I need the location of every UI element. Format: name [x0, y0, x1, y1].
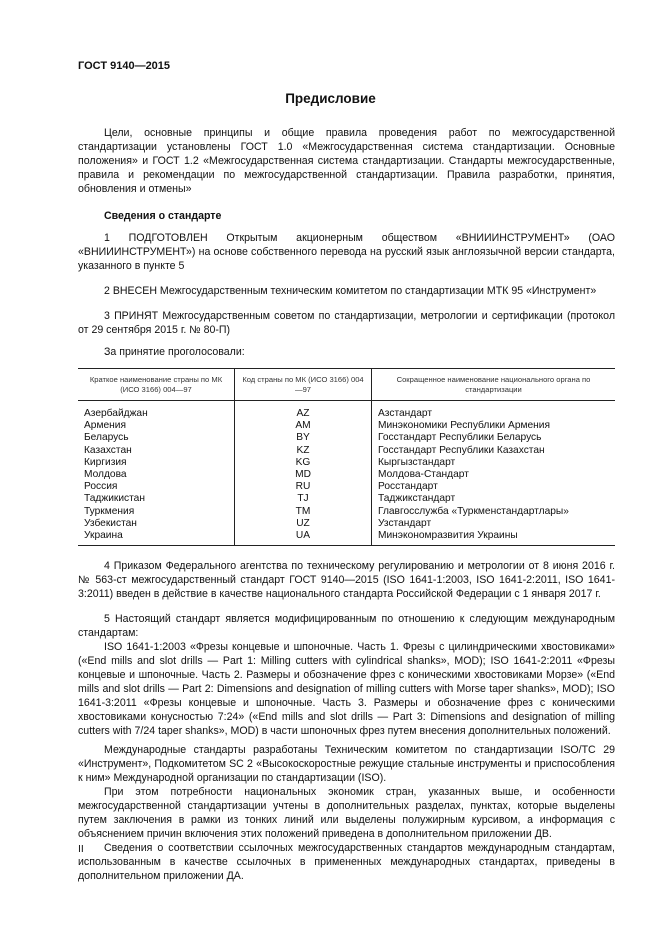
document-code: ГОСТ 9140—2015: [78, 60, 171, 72]
cell-code: BY: [235, 432, 372, 444]
cell-body: Главгосслужба «Туркменстандартлары»: [372, 506, 616, 518]
cell-body: Минэкономики Республики Армения: [372, 420, 616, 432]
table-row: [78, 432, 615, 444]
cell-country: Киргизия: [84, 456, 127, 468]
cell-country: Украина: [78, 530, 235, 546]
cell-code: UZ: [235, 518, 372, 530]
table-row: [78, 445, 615, 457]
cell-body: Молдова-Стандарт: [372, 469, 616, 481]
cell-code: TJ: [235, 493, 372, 505]
cell-code: MD: [235, 469, 372, 481]
page-title: Предисловие: [285, 91, 376, 106]
cell-country: Таджикистан: [84, 493, 145, 505]
cell-code: UA: [235, 530, 372, 546]
cell-code: RU: [235, 481, 372, 493]
cell-body: Азстандарт: [372, 401, 616, 421]
cell-code: AM: [235, 420, 372, 432]
cell-body: Росстандарт: [372, 481, 616, 493]
iso-list: ISO 1641-1:2003 «Фрезы концевые и шпоночные. Часть 1. Фрезы с цилиндрическими хвостовиками» («End mills and slot drills — Part 1: Milling cutters with cylindrical shanks», MOD); ISO 1641-2:2011 «Фрезы концевые и шпоночные. Часть 2. Размеры и обозначение фрез с коническими хвостовиками Морзе» («End mills and slot drills — Part 2: Dimensions and designation of milling cutters with Morse taper shanks», MOD); ISO 1641-3:2011 «Фрезы концевые и шпоночные. Часть 3. Размеры и обозначение фрез с коническими хвостовиками конусностью 7:24» («End mills and slot drills — Part 3: Dimensions and designation of milling cutters with 7/24 taper shanks», MOD) в части шпоночных фрез путем внесения дополнительных положений.: [78, 641, 615, 738]
table-row: [78, 530, 615, 546]
section-heading: Сведения о стандарте: [104, 210, 222, 222]
cell-country: Азербайджан: [84, 408, 148, 419]
item-5-paragraph: Международные стандарты разработаны Техническим комитетом по стандартизации ISO/TC 29 «Инструмент», Подкомитетом SC 2 «Высокоскоростные режущие стальные инструменты и приспособления к ним» Международной организации по стандартизации (ISO).: [78, 744, 615, 785]
cell-body: Госстандарт Республики Казахстан: [372, 445, 616, 457]
cell-code: KG: [235, 457, 372, 469]
cell-body: Госстандарт Республики Беларусь: [372, 432, 616, 444]
cell-body: Кыргызстандарт: [372, 457, 616, 469]
cell-country: Россия: [84, 481, 118, 493]
page-number: II: [78, 843, 84, 855]
item-5-paragraph: Сведения о соответствии ссылочных межгосударственных стандартов международным стандартам, использованным в качестве ссылочных в примененных международных стандартах, приведены в дополнительном приложении ДА.: [78, 842, 615, 883]
cell-body: Минэкономразвития Украины: [372, 530, 616, 546]
item-5-paragraph: При этом потребности национальных экономик стран, указанных выше, и особенности межгосударственной стандартизации учтены в дополнительных разделах, пунктах, которые выделены путем заключения в рамки из тонких линий или выделены полужирным курсивом, а информация с объяснением причин включения этих положений приведена в дополнительном приложении ДВ.: [78, 786, 615, 841]
table-row: [78, 481, 615, 493]
item-2: 2 ВНЕСЕН Межгосударственным техническим комитетом по стандартизации МТК 95 «Инструмент»: [104, 285, 597, 297]
cell-country: Узбекистан: [84, 517, 137, 529]
cell-country: Казахстан: [84, 444, 132, 456]
cell-country: Молдова: [84, 468, 127, 480]
table-row: [78, 401, 615, 421]
cell-code: KZ: [235, 445, 372, 457]
item-1: 1 ПОДГОТОВЛЕН Открытым акционерным обществом «ВНИИИНСТРУМЕНТ» (ОАО «ВНИИИНСТРУМЕНТ») на основе собственного перевода на русский язык англоязычной версии стандарта, указанного в пункте 5: [78, 232, 615, 272]
item-4: 4 Приказом Федерального агентства по техническому регулированию и метрологии от 8 июня 2016 г. № 563-ст межгосударственный стандарт ГОСТ 9140—2015 (ISO 1641-1:2003, ISO 1641-2:2011, ISO 1641-3:2011) введен в действие в качестве национального стандарта Российской Федерации с 1 января 2017 г.: [78, 560, 615, 601]
cell-country: Армения: [84, 420, 126, 432]
foreword-body: [78, 126, 615, 883]
table-row: [78, 518, 615, 530]
vote-intro: За принятие проголосовали:: [104, 346, 245, 358]
cell-code: TM: [235, 506, 372, 518]
item-5-lead: 5 Настоящий стандарт является модифицированным по отношению к следующим международным стандартам:: [78, 613, 615, 640]
table-row: [78, 457, 615, 469]
table-body: [78, 401, 615, 546]
item-3: 3 ПРИНЯТ Межгосударственным советом по стандартизации, метрологии и сертификации (протокол от 29 сентября 2015 г. № 80-П): [78, 310, 615, 336]
header-body: Сокращенное наименование национального органа по стандартизации: [372, 369, 616, 401]
table-row: [78, 506, 615, 518]
table-row: [78, 493, 615, 505]
cell-body: Таджикстандарт: [372, 493, 616, 505]
cell-code: AZ: [235, 401, 372, 421]
table-row: [78, 469, 615, 481]
cell-body: Узстандарт: [372, 518, 616, 530]
header-country: Краткое наименование страны по МК (ИСО 3166) 004—97: [78, 369, 235, 401]
table-header-row: [78, 369, 615, 401]
cell-country: Туркмения: [84, 505, 135, 517]
table-row: [78, 420, 615, 432]
intro-paragraph: Цели, основные принципы и общие правила проведения работ по межгосударственной стандартизации установлены ГОСТ 1.0 «Межгосударственная система стандартизации. Основные положения» и ГОСТ 1.2 «Межгосударственная система стандартизации. Стандарты межгосударственные, правила и рекомендации по межгосударственной стандартизации. Правила разработки, принятия, обновления и отмены»: [78, 127, 615, 195]
voting-table: [78, 368, 615, 546]
cell-country: Беларусь: [84, 432, 129, 444]
header-code: Код страны по МК (ИСО 3166) 004—97: [235, 369, 372, 401]
